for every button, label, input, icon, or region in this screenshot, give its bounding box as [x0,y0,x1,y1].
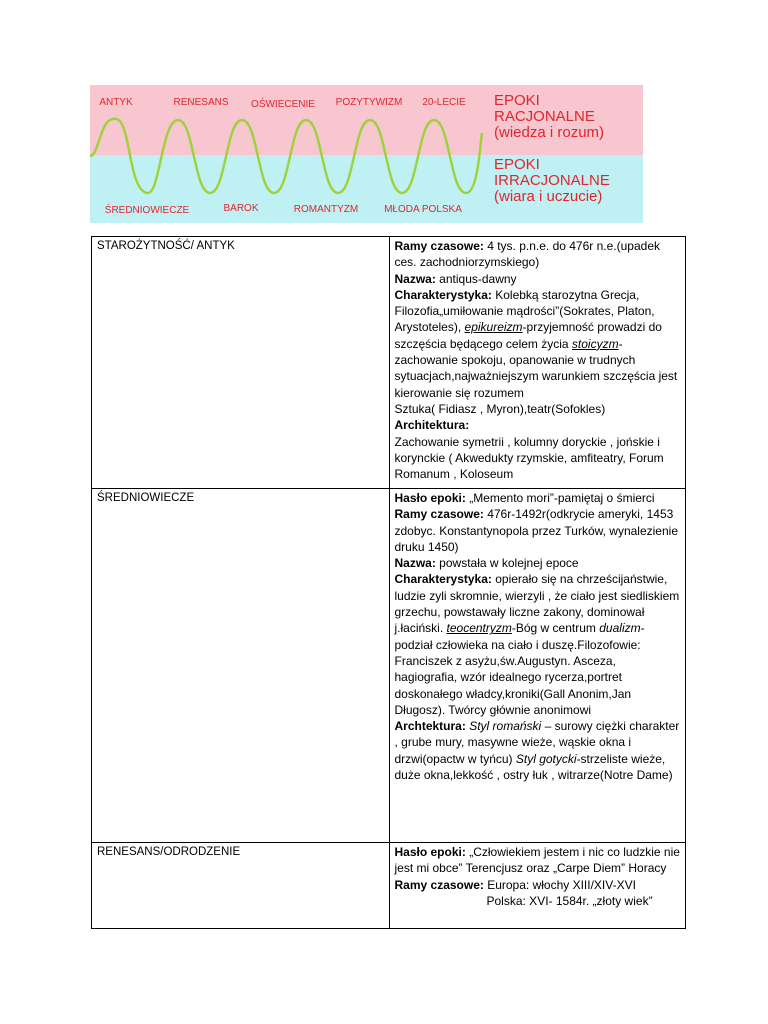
description-paragraph [395,893,681,909]
field-text: teocentryzm [446,621,512,636]
description-paragraph [395,271,681,287]
description-paragraph [395,434,681,483]
field-label: Hasło epoki: [394,845,466,859]
field-text: -przyjemność prowadzi do szczęścia będącego celem życia [394,320,662,351]
field-text: opierało się na chrześcijaństwie, ludzie zyli skromnie, wierzyli , że ciało jest siedliskiem grzechu, powstawały liczne zakony, dominował j.łaciński. [394,572,680,636]
description-paragraph [395,877,681,893]
field-label: Hasło epoki: [394,491,466,505]
era-row [92,237,686,489]
field-text: Sztuka( Fidiasz , Myron),teatr(Sofokles) [394,401,606,416]
irrational-title: EPOKI IRRACJONALNE (wiara i uczucie) [494,156,610,205]
field-text: 4 tys. p.n.e. do 476r n.e.(upadek ces. zachodniorzymskiego) [394,239,660,270]
field-text: „Człowiekiem jestem i nic co ludzkie nie jest mi obce” Terencjusz oraz „Carpe Diem” Horacy [394,845,680,876]
epoch-label-rational: RENESANS [173,97,229,108]
description-paragraph [395,718,681,783]
field-text: Kolebką starozytna Grecja, Filozofia„umiłowanie mądrości”(Sokrates, Platon, Arystoteles), [394,287,655,335]
field-text: -Bóg w centrum [511,621,600,636]
field-text: -podział człowieka na ciało i duszę.Filozofowie: Franciszek z asyżu,św.Augustyn. Asceza, hagiografia, wzór idealnego rycerza,portret doskonałego władcy,kroniki(Gall Anonim,Jan Długosz). Twórcy głównie anonimowi [394,621,645,717]
eras-table-body [92,237,686,929]
eras-table [91,236,686,929]
field-text: epikureizm [464,320,523,335]
field-text: 476r-1492r(odkrycie ameryki, 1453 zdobyc. Konstantynopola przez Turków, wynalezienie druku 1450) [394,507,678,554]
era-name: RENESANS/ODRODZENIE [92,843,390,929]
epoch-label-rational: 20-LECIE [422,97,466,108]
field-text: Zachowanie symetrii , kolumny doryckie , jońskie i korynckie ( Akwedukty rzymskie, amfiteatry, Forum Romanum , Koloseum [394,434,664,482]
description-paragraph [395,571,681,718]
description-paragraph [395,490,681,506]
field-label: Charakterystyka: [394,572,492,587]
field-label: Architektura: [394,418,470,433]
field-label: Archtektura: [394,719,466,734]
field-text: -zachowanie spokoju, opanowanie w trudnych sytuacjach,najważniejszym warunkiem szczęścia jest kierowanie się rozumem [394,336,678,400]
field-text: – surowy ciężki charakter , grube mury, masywne wieże, wąskie okna i drzwi(opactw w tyńcu) [394,719,680,766]
epoch-label-irrational: MŁODA POLSKA [384,204,462,215]
description-paragraph [395,287,681,401]
field-text: stoicyzm [571,336,619,351]
era-name: ŚREDNIOWIECZE [92,489,390,843]
epoch-label-rational: ANTYK [99,97,133,108]
field-label: Ramy czasowe: [394,877,484,892]
field-label: Nazwa: [394,556,436,571]
epoch-label-irrational: ROMANTYZM [293,204,359,215]
field-text: powstała w kolejnej epoce [435,556,579,571]
field-text: -strzeliste wieże, duże okna,lekkość , ostry łuk , witrarze(Notre Dame) [394,751,673,783]
field-text: Styl gotycki [515,751,577,766]
description-paragraph [395,506,681,555]
field-text: Europa: włochy XIII/XIV-XVI [483,877,636,892]
era-row [92,489,686,843]
field-text: Polska: XVI- 1584r. „złoty wiek” [486,893,653,908]
field-text: antiqus-dawny [435,271,517,286]
field-label: Ramy czasowe: [394,239,484,253]
epoch-label-rational: POZYTYWIZM [335,97,403,108]
description-paragraph [395,401,681,417]
field-label: Nazwa: [394,271,436,286]
field-text: „Memento mori”-pamiętaj o śmierci [465,491,655,505]
description-paragraph [395,417,681,433]
epochs-diagram [90,85,643,223]
era-description [389,843,686,929]
rational-title: EPOKI RACJONALNE (wiedza i rozum) [494,92,605,141]
wave-line [90,119,482,193]
era-row [92,843,686,929]
era-description [389,489,686,843]
field-label: Ramy czasowe: [394,507,484,522]
field-text: Styl romański [469,719,542,734]
description-paragraph [395,238,681,271]
epoch-label-rational: OŚWIECENIE [251,99,315,110]
field-text: dualizm [599,621,641,636]
epoch-label-irrational: ŚREDNIOWIECZE [104,205,190,216]
description-paragraph [395,844,681,877]
epoch-label-irrational: BAROK [223,203,259,214]
description-paragraph [395,555,681,571]
era-name: STAROŻYTNOŚĆ/ ANTYK [92,237,390,489]
field-label: Charakterystyka: [394,287,492,302]
era-description [389,237,686,489]
